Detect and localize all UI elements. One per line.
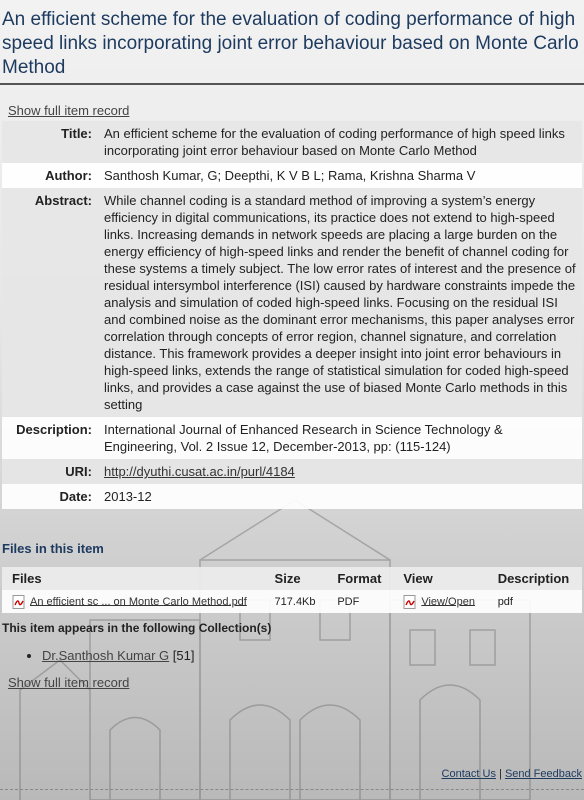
pdf-icon [403,595,417,609]
footer [442,768,582,780]
metadata-value: An efficient scheme for the evaluation of coding performance of high speed links incorporating joint error behaviour based on Monte Carlo Method [104,126,565,158]
show-full-record-row-bottom [0,665,584,690]
collection-link[interactable]: Dr.Santhosh Kumar G [42,648,170,663]
metadata-label: Abstract: [34,193,92,208]
metadata-value: 2013-12 [104,489,152,504]
view-open-link[interactable]: View/Open [421,595,475,608]
metadata-value: While channel coding is a standard method of improving a system’s energy efficiency in digital communications, its practice does not extend to high-speed links. Increasing demands in network speeds are placing a large burden on the energy efficiency of high-speed links and render the benefit of channel coding for these systems a timely subject. The low error rates of interest and the presence of residual intersymbol interference (ISI) caused by hardware constraints impede the analysis and simulation of coded high-speed links. Focusing on the residual ISI and combined noise as the dominant error mechanisms, this paper analyses error correlation through concepts of error region, channel signature, and correlation distance. This framework provides a deeper insight into joint error behaviours in high-speed links, extends the range of statistical simulation for coded high-speed links, and provides a case against the use of biased Monte Carlo methods in this setting [104,193,576,412]
metadata-label: Title: [61,126,92,141]
metadata-label: Description: [16,422,92,437]
send-feedback-link[interactable]: Send Feedback [504,768,582,780]
collections-list [0,647,584,665]
column-header-description: Description [488,567,582,590]
metadata-value: Santhosh Kumar, G; Deepthi, K V B L; Rama, Krishna Sharma V [104,168,476,183]
file-format: PDF [327,590,393,613]
metadata-row-abstract [2,188,582,417]
uri-link[interactable]: http://dyuthi.cusat.ac.in/purl/4184 [104,464,295,479]
metadata-value [98,459,582,484]
metadata-label: URI: [65,464,92,479]
files-heading: Files in this item [2,541,104,556]
file-row [2,590,582,613]
files-table [2,567,582,613]
column-header-view: View [393,567,487,590]
metadata-label: Author: [45,168,92,183]
page-title: An efficient scheme for the evaluation of coding performance of high speed links incorporating joint error behaviour based on Monte Carlo Method [0,0,584,85]
metadata-row-date [2,484,582,509]
metadata-value: International Journal of Enhanced Research in Science Technology & Engineering, Vol. 2 Issue 12, December-2013, pp: (115-124) [104,422,503,454]
column-header-size: Size [265,567,328,590]
file-download-link[interactable]: An efficient sc ... on Monte Carlo Method.pdf [30,595,247,608]
column-header-format: Format [327,567,393,590]
metadata-row-uri [2,459,582,484]
file-description: pdf [488,590,582,613]
file-cell [2,590,265,613]
file-view-cell [393,590,487,613]
collections-heading: This item appears in the following Collection(s) [2,621,272,635]
metadata-row-description [2,417,582,459]
footer-separator: | [499,768,502,780]
show-full-record-link[interactable]: Show full item record [8,103,130,118]
show-full-record-link-bottom[interactable]: Show full item record [8,675,130,690]
pdf-icon [12,595,26,609]
column-header-files: Files [2,567,265,590]
file-size: 717.4Kb [265,590,328,613]
contact-us-link[interactable]: Contact Us [441,768,496,780]
collection-item [42,647,584,665]
metadata-row-author [2,163,582,188]
metadata-row-title [2,121,582,163]
files-header-row [2,567,582,590]
footer-divider [0,789,584,790]
show-full-record-row [0,85,584,121]
metadata-table [2,121,582,509]
metadata-label: Date: [59,489,92,504]
collection-count: [51] [172,648,195,663]
